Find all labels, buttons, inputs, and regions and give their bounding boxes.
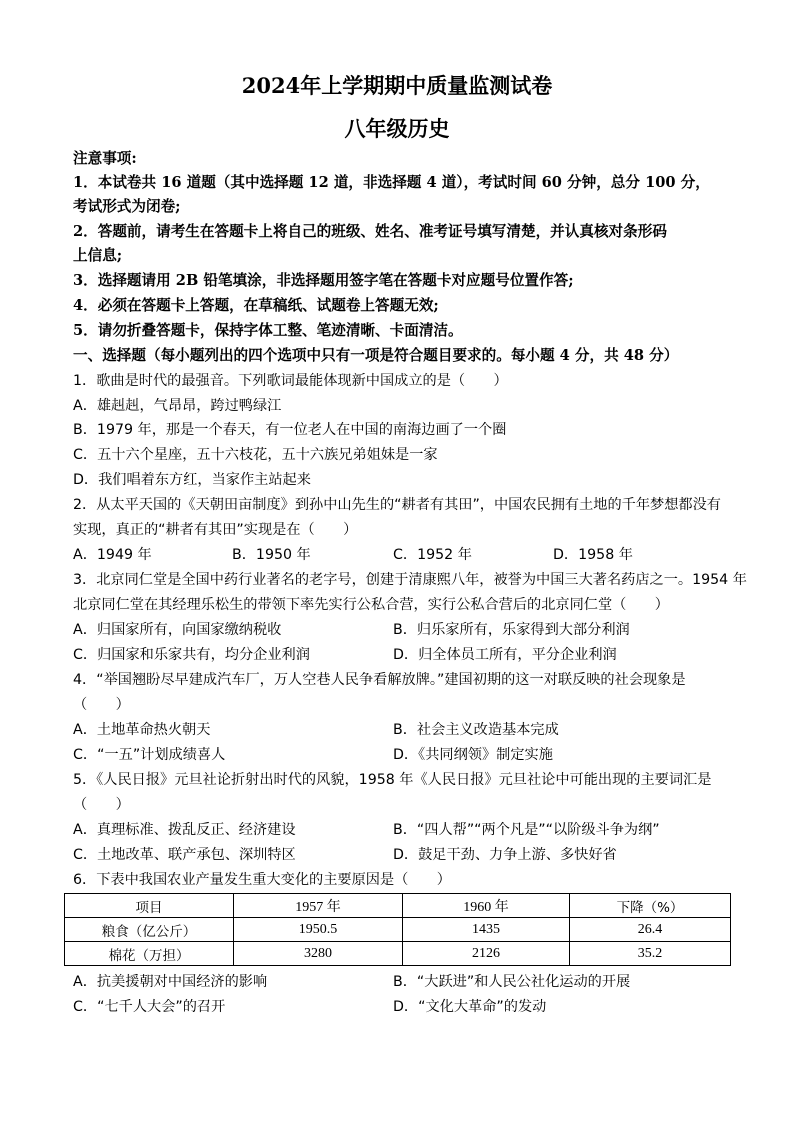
- option-a: A．归国家所有，向国家缴纳税收: [73, 622, 282, 638]
- option-d: D．1958 年: [553, 547, 633, 563]
- table-cell: 棉花（万担）: [65, 942, 234, 966]
- option-b: B．社会主义改造基本完成: [393, 722, 559, 738]
- table-row: [65, 918, 731, 942]
- option-d: D．鼓足干劲、力争上游、多快好省: [393, 847, 617, 863]
- question-stem: 实现，真正的“耕者有其田”实现是在（ ）: [73, 522, 358, 538]
- notice-line: 1．本试卷共 16 道题（其中选择题 12 道，非选择题 4 道），考试时间 60 分钟，总分 100 分，: [73, 174, 710, 191]
- table-cell: 26.4: [570, 918, 731, 942]
- exam-title: 2024年上学期期中质量监测试卷: [241, 73, 553, 98]
- notice-line: 考试形式为闭卷;: [73, 198, 181, 215]
- question-stem: 1．歌曲是时代的最强音。下列歌词最能体现新中国成立的是（ ）: [73, 373, 508, 389]
- option-c: C．“一五”计划成绩喜人: [73, 747, 226, 763]
- agriculture-output-table: [64, 893, 731, 966]
- question-stem: （ ）: [73, 697, 130, 713]
- option-d: D．《共同纲领》制定实施: [393, 747, 553, 763]
- option-b: B．“大跃进”和人民公社化运动的开展: [393, 974, 631, 990]
- question-stem: 5．《人民日报》元旦社论折射出时代的风貌，1958 年《人民日报》元旦社论中可能出现的主要词汇是: [73, 772, 712, 788]
- table-header-cell: 1957 年: [234, 894, 403, 918]
- section-heading: 一、选择题（每小题列出的四个选项中只有一项是符合题目要求的。每小题 4 分，共 48 分）: [73, 347, 679, 364]
- question-stem: 北京同仁堂在其经理乐松生的带领下率先实行公私合营，实行公私合营后的北京同仁堂（ ）: [73, 597, 669, 613]
- table-header-cell: 1960 年: [403, 894, 570, 918]
- table-cell: 3280: [234, 942, 403, 966]
- option-b: B．归乐家所有，乐家得到大部分利润: [393, 622, 630, 638]
- option-c: C．1952 年: [393, 547, 472, 563]
- question-stem: 3．北京同仁堂是全国中药行业著名的老字号，创建于清康熙八年，被誉为中国三大著名药店之一。1954 年: [73, 572, 747, 588]
- option-a: A．雄赳赳，气昂昂，跨过鸭绿江: [73, 398, 282, 414]
- option-b: B．“四人帮”“两个凡是”“以阶级斗争为纲”: [393, 822, 660, 838]
- option-d: D．归全体员工所有，平分企业利润: [393, 647, 617, 663]
- notice-line: 上信息;: [73, 247, 123, 264]
- notice-heading: 注意事项:: [73, 150, 137, 167]
- table-header-row: [65, 894, 731, 918]
- option-c: C．土地改革、联产承包、深圳特区: [73, 847, 296, 863]
- option-c: C．“七千人大会”的召开: [73, 999, 226, 1015]
- option-c: C．归国家和乐家共有，均分企业利润: [73, 647, 310, 663]
- table-cell: 2126: [403, 942, 570, 966]
- notice-line: 4．必须在答题卡上答题，在草稿纸、试题卷上答题无效;: [73, 297, 439, 314]
- table-cell: 1435: [403, 918, 570, 942]
- exam-subtitle: 八年级历史: [344, 116, 450, 141]
- question-stem: 2．从太平天国的《天朝田亩制度》到孙中山先生的“耕者有其田”，中国农民拥有土地的千年梦想都没有: [73, 497, 721, 513]
- notice-line: 3．选择题请用 2B 铅笔填涂，非选择题用签字笔在答题卡对应题号位置作答;: [73, 272, 574, 289]
- option-a: A．1949 年: [73, 547, 152, 563]
- table-header-cell: 项目: [65, 894, 234, 918]
- option-d: D．“文化大革命”的发动: [393, 999, 547, 1015]
- table-cell: 35.2: [570, 942, 731, 966]
- option-a: A．土地革命热火朝天: [73, 722, 211, 738]
- question-stem: 4．“举国翘盼尽早建成汽车厂，万人空巷人民争看解放牌。”建国初期的这一对联反映的社会现象是: [73, 672, 686, 688]
- option-c: C．五十六个星座，五十六枝花，五十六族兄弟姐妹是一家: [73, 447, 438, 463]
- option-b: B．1979 年，那是一个春天，有一位老人在中国的南海边画了一个圈: [73, 422, 507, 438]
- table-cell: 1950.5: [234, 918, 403, 942]
- notice-line: 2．答题前，请考生在答题卡上将自己的班级、姓名、准考证号填写清楚，并认真核对条形码: [73, 223, 667, 240]
- notice-line: 5．请勿折叠答题卡，保持字体工整、笔迹清晰、卡面清洁。: [73, 322, 463, 339]
- table-cell: 粮食（亿公斤）: [65, 918, 234, 942]
- question-stem: 6．下表中我国农业产量发生重大变化的主要原因是（ ）: [73, 872, 451, 888]
- option-b: B．1950 年: [232, 547, 311, 563]
- option-a: A．抗美援朝对中国经济的影响: [73, 974, 268, 990]
- table-header-cell: 下降（%）: [570, 894, 731, 918]
- option-a: A．真理标准、拨乱反正、经济建设: [73, 822, 296, 838]
- option-d: D．我们唱着东方红，当家作主站起来: [73, 472, 311, 488]
- question-stem: （ ）: [73, 797, 130, 813]
- table-row: [65, 942, 731, 966]
